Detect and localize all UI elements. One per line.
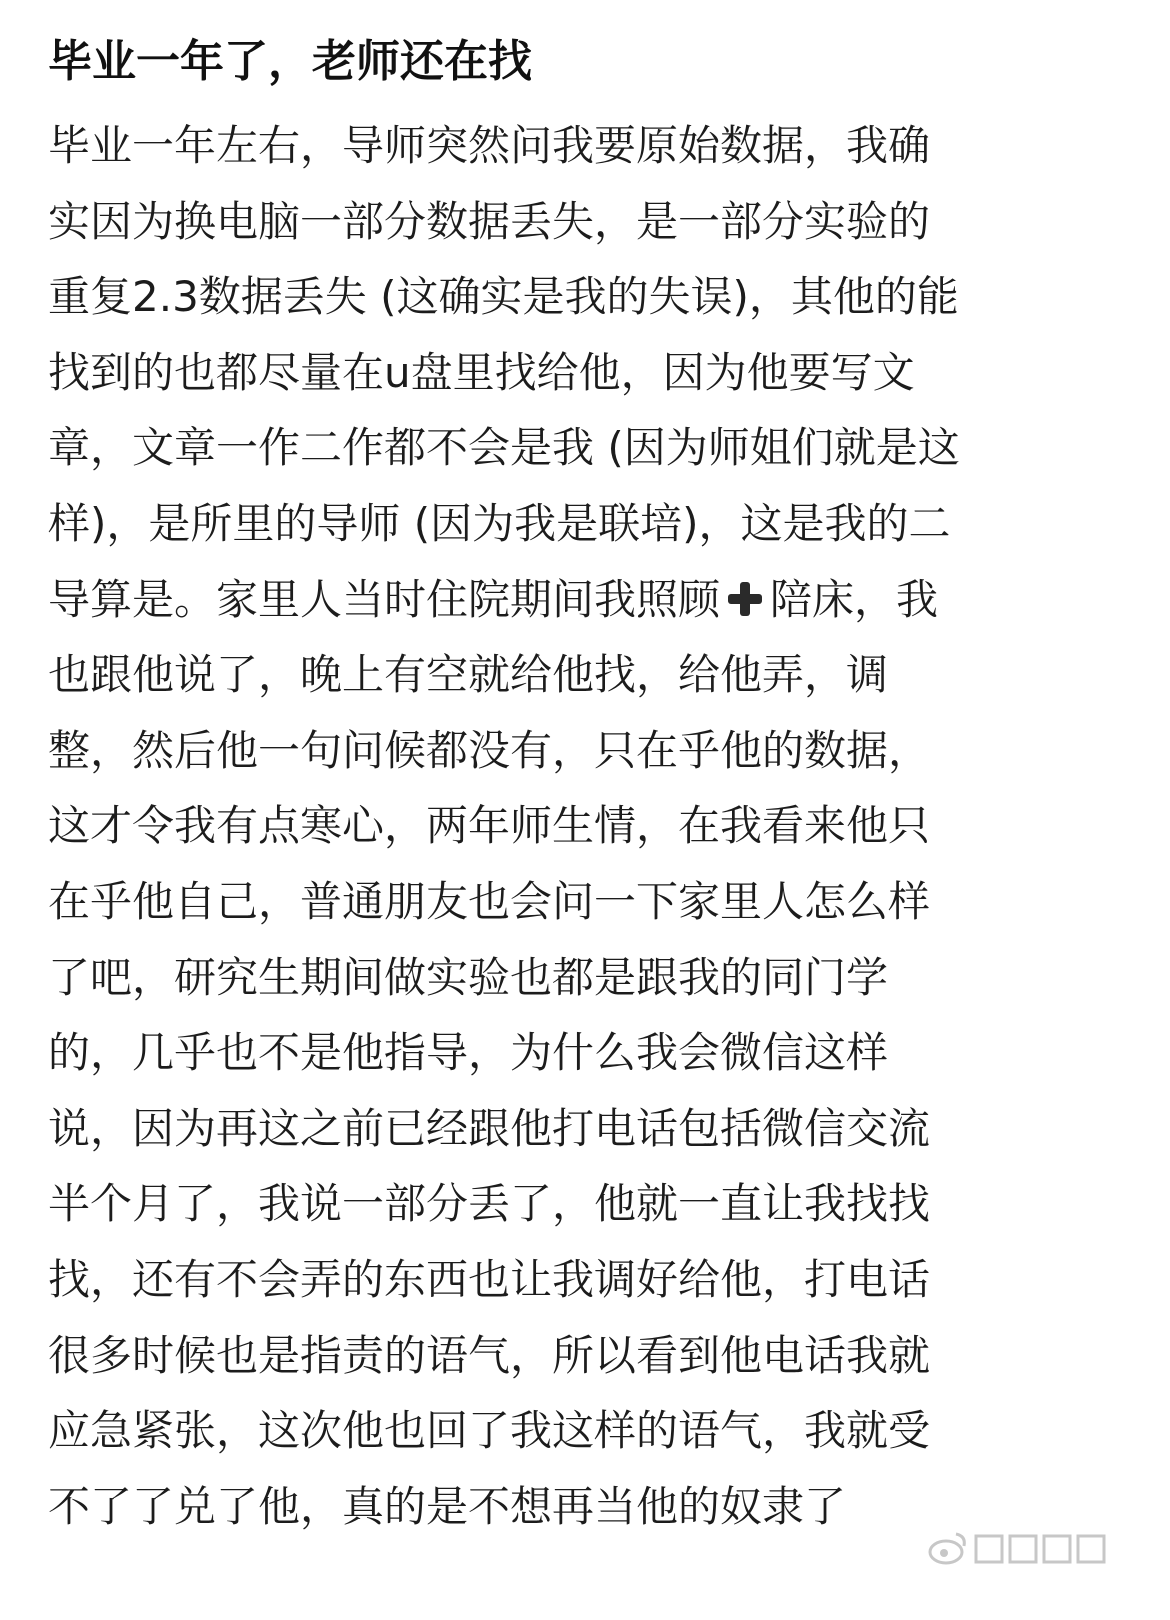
body-line: 实因为换电脑一部分数据丢失，是一部分实验的: [48, 196, 931, 246]
body-line: 章，文章一作二作都不会是我 (因为师姐们就是这: [48, 423, 960, 473]
watermark-logo: [926, 1526, 1116, 1570]
body-line-with-emoji: [48, 562, 1128, 638]
body-line: 毕业一年左右，导师突然问我要原始数据，我确: [48, 121, 931, 170]
body-line: 找，还有不会弄的东西也让我调好给他，打电话: [48, 1254, 931, 1304]
body-line: 说，因为再这之前已经跟他打电话包括微信交流: [48, 1103, 931, 1153]
body-line: 重复2.3数据丢失 (这确实是我的失误)，其他的能: [48, 272, 959, 322]
post-title: 毕业一年了，老师还在找: [48, 36, 532, 87]
post: [48, 22, 1128, 1544]
body-line: 也跟他说了，晚上有空就给他找，给他弄，调: [48, 650, 889, 700]
body-line: 的，几乎也不是他指导，为什么我会微信这样: [48, 1028, 889, 1078]
body-line: 这才令我有点寒心，两年师生情，在我看来他只: [48, 801, 931, 851]
body-line: 找到的也都尽量在u盘里找给他，因为他要写文: [48, 347, 915, 397]
body-line: 很多时候也是指责的语气，所以看到他电话我就: [48, 1330, 931, 1380]
body-line: 不了了兑了他，真的是不想再当他的奴隶了: [48, 1481, 847, 1531]
body-line: 整，然后他一句问候都没有，只在乎他的数据，: [48, 725, 931, 775]
body-line-part: 导算是。家里人当时住院期间我照顾: [48, 574, 721, 624]
heavy-plus-icon: [726, 580, 764, 618]
body-line: 半个月了，我说一部分丢了，他就一直让我找找: [48, 1179, 931, 1229]
body-line: 应急紧张，这次他也回了我这样的语气，我就受: [48, 1406, 931, 1456]
post-body: [48, 108, 1128, 1544]
body-line: 在乎他自己，普通朋友也会问一下家里人怎么样: [48, 876, 931, 926]
body-line-part: 陪床，我: [770, 574, 939, 624]
body-line: 样)，是所里的导师 (因为我是联培)，这是我的二: [48, 498, 951, 548]
body-line: 了吧，研究生期间做实验也都是跟我的同门学: [48, 952, 889, 1002]
